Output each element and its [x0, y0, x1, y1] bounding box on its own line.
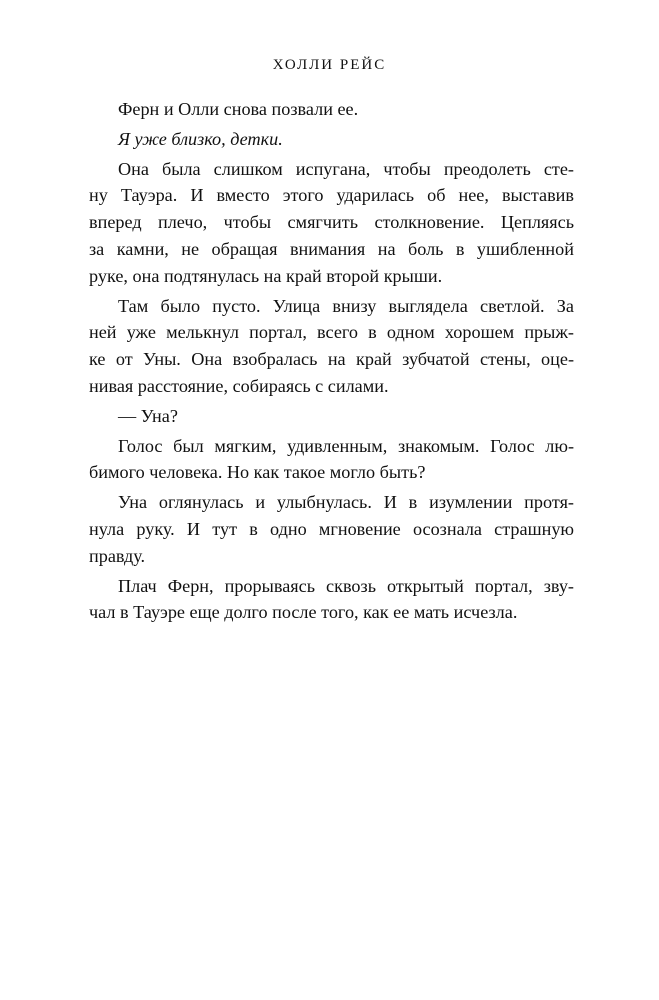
paragraph: [89, 96, 574, 123]
paragraph: [89, 293, 574, 400]
paragraph-italic: [89, 126, 574, 153]
text-line: Она была слишком испугана, чтобы преодолеть сте-: [118, 158, 574, 179]
text-line: правду.: [89, 545, 146, 566]
paragraph: [89, 489, 574, 569]
paragraph: [89, 433, 574, 487]
text-line: нула руку. И тут в одно мгновение осознала страшную: [89, 518, 574, 539]
text-line: вперед плечо, чтобы смягчить столкновение. Цепляясь: [89, 212, 574, 233]
text-line: Там было пусто. Улица внизу выглядела светлой. За: [118, 295, 574, 316]
text-line: бимого человека. Но как такое могло быть?: [89, 462, 426, 483]
text-line: Уна оглянулась и улыбнулась. И в изумлении протя-: [118, 492, 574, 513]
text-line: Плач Ферн, прорываясь сквозь открытый портал, зву-: [118, 575, 574, 596]
text-line: чал в Тауэре еще долго после того, как ее мать исчезла.: [89, 602, 518, 623]
text-line: ну Тауэра. И вместо этого ударилась об нее, выставив: [89, 185, 574, 206]
paragraph-dialogue: [89, 403, 574, 430]
running-head: ХОЛЛИ РЕЙС: [272, 57, 387, 73]
text-line: ней уже мелькнул портал, всего в одном хорошем прыж-: [89, 322, 574, 343]
text-line: Ферн и Олли снова позвали ее.: [118, 99, 359, 119]
text-line: Голос был мягким, удивленным, знакомым. Голос лю-: [118, 435, 574, 456]
text-line: — Уна?: [118, 405, 178, 426]
text-line: Я уже близко, детки.: [118, 128, 283, 149]
text-line: нивая расстояние, собираясь с силами.: [89, 375, 389, 396]
body-text: [89, 96, 574, 626]
text-line: за камни, не обращая внимания на боль в ушибленной: [89, 238, 574, 259]
paragraph: [89, 573, 574, 627]
text-line: ке от Уны. Она взобралась на край зубчатой стены, оце-: [89, 349, 574, 370]
paragraph: [89, 156, 574, 290]
text-line: руке, она подтянулась на край второй крыши.: [89, 265, 443, 286]
